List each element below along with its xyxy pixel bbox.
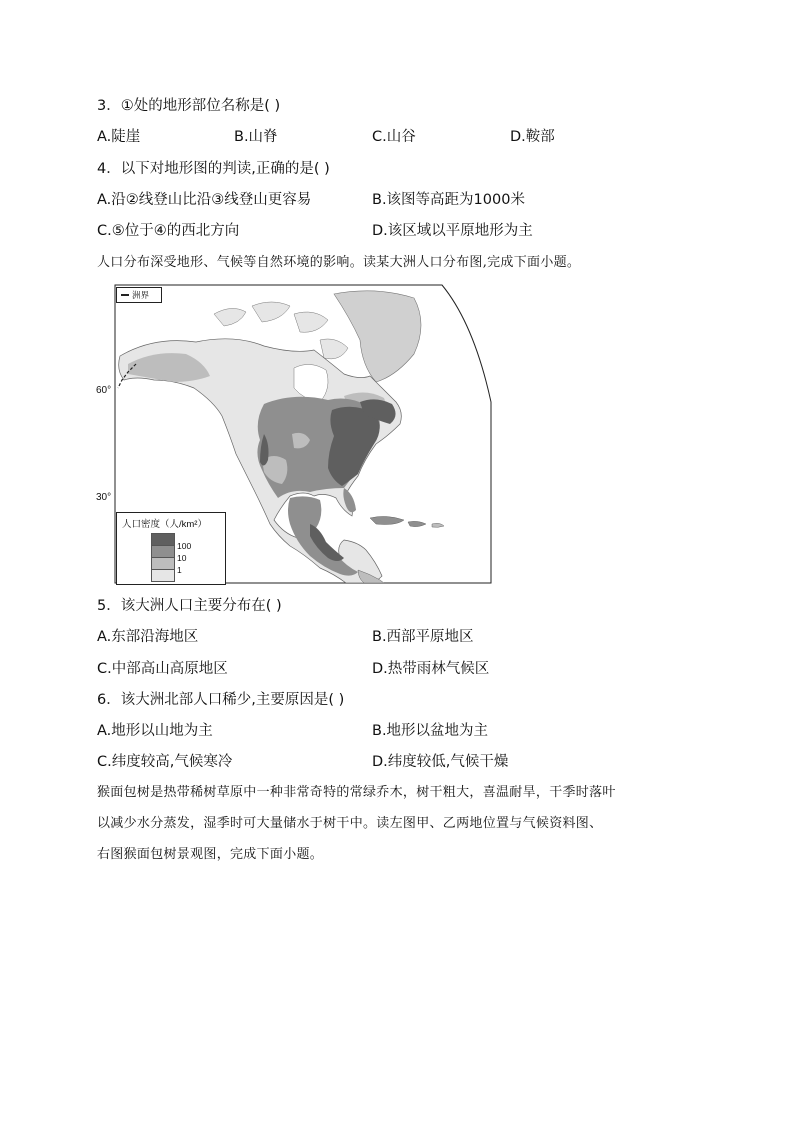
boundary-line-icon [121, 294, 129, 296]
question-6-option-d[interactable]: D.纬度较低,气候干燥 [372, 754, 509, 770]
legend-swatch-lowest [151, 569, 175, 582]
question-4-option-a[interactable]: A.沿②线登山比沿③线登山更容易 [97, 192, 312, 208]
lat-label-60: 60° [96, 385, 112, 396]
question-6-option-b[interactable]: B.地形以盆地为主 [372, 723, 489, 739]
legend-label-1: 1 [177, 565, 182, 575]
question-3-stem: 3．①处的地形部位名称是( ) [97, 98, 281, 114]
question-3-option-d[interactable]: D.鞍部 [510, 129, 555, 145]
density-legend [116, 512, 226, 585]
lat-label-30: 30° [96, 492, 112, 503]
question-5-option-b[interactable]: B.西部平原地区 [372, 629, 474, 645]
question-4-option-c[interactable]: C.⑤位于④的西北方向 [97, 223, 240, 239]
question-3-option-a[interactable]: A.陡崖 [97, 129, 141, 145]
question-5-option-d[interactable]: D.热带雨林气候区 [372, 661, 490, 677]
question-6-option-a[interactable]: A.地形以山地为主 [97, 723, 213, 739]
baobab-intro-line-1: 猴面包树是热带稀树草原中一种非常奇特的常绿乔木，树干粗大，喜温耐旱，干季时落叶 [97, 785, 616, 800]
baobab-intro-line-2: 以减少水分蒸发，湿季时可大量储水于树干中。读左图甲、乙两地位置与气候资料图、 [97, 816, 603, 831]
question-3-option-c[interactable]: C.山谷 [372, 129, 416, 145]
question-3-option-b[interactable]: B.山脊 [234, 129, 278, 145]
question-6-option-c[interactable]: C.纬度较高,气候寒冷 [97, 754, 233, 770]
map-intro-text: 人口分布深受地形、气候等自然环境的影响。读某大洲人口分布图,完成下面小题。 [97, 255, 581, 270]
question-5-option-c[interactable]: C.中部高山高原地区 [97, 661, 228, 677]
legend-title: 人口密度（人/km²） [122, 519, 207, 530]
question-5-stem: 5．该大洲人口主要分布在( ) [97, 598, 282, 614]
question-6-stem: 6．该大洲北部人口稀少,主要原因是( ) [97, 692, 345, 708]
question-4-option-b[interactable]: B.该图等高距为1000米 [372, 192, 525, 208]
question-4-option-d[interactable]: D.该区域以平原地形为主 [372, 223, 533, 239]
baobab-intro-line-3: 右图猴面包树景观图，完成下面小题。 [97, 847, 324, 862]
question-4-stem: 4．以下对地形图的判读,正确的是( ) [97, 161, 330, 177]
boundary-legend-label: 洲界 [132, 290, 150, 300]
legend-label-10: 10 [177, 553, 187, 563]
boundary-legend [116, 287, 162, 303]
question-5-option-a[interactable]: A.东部沿海地区 [97, 629, 199, 645]
legend-label-100: 100 [177, 541, 192, 551]
